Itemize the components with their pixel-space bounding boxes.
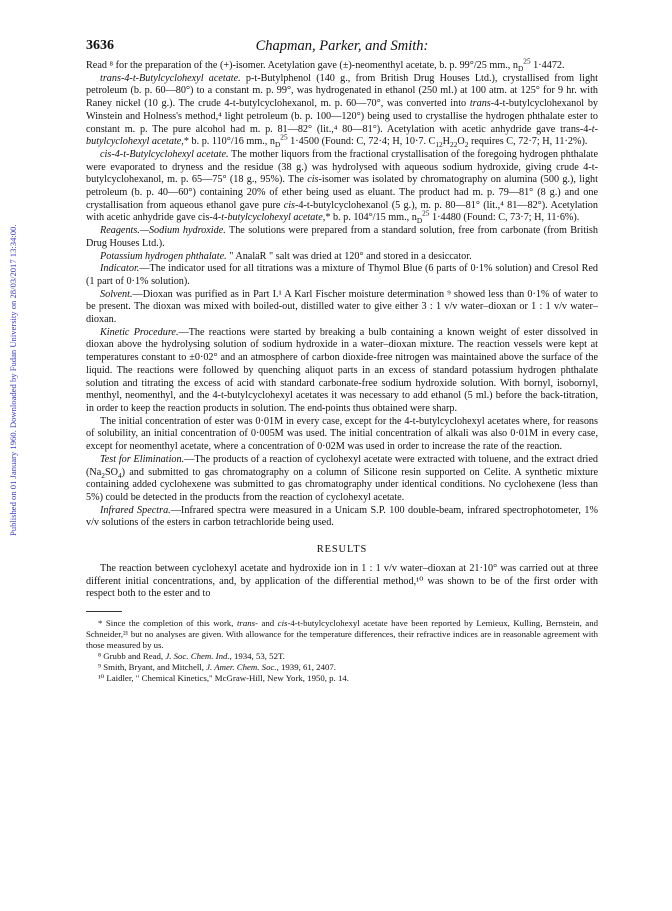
text-run: 25: [422, 209, 430, 219]
text-run: ⁸ Grubb and Read,: [98, 650, 166, 661]
footnotes: [86, 618, 598, 683]
body-paragraph: [86, 505, 598, 530]
text-run: " AnalaR " salt was dried at 120° and stored in a desiccator.: [226, 250, 472, 262]
text-run: trans: [469, 98, 491, 110]
body-paragraph: [86, 263, 598, 288]
text-run: 4: [117, 470, 122, 480]
text-run: cis: [283, 199, 296, 211]
text-run: Test for Elimination.: [100, 453, 185, 465]
body-paragraph: [86, 416, 598, 454]
text-run: trans-: [236, 618, 258, 629]
text-run: 25: [280, 132, 288, 142]
page-number: 3636: [86, 38, 114, 53]
text-run: Potassium hydrogen phthalate.: [100, 250, 227, 262]
text-run: 12: [435, 140, 443, 150]
text-run: cis: [277, 618, 288, 629]
text-run: D: [517, 64, 524, 74]
text-run: , 1939, 61, 2407.: [276, 661, 336, 672]
running-title: Chapman, Parker, and Smith:: [255, 38, 429, 54]
text-run: The initial concentration of ester was 0·01M in every case, except for the 4-t-butylcyclohexyl acetates where, for reasons of solubility, an initial concentration of 0·005M was used. The initial concentration of alkali was also 0·01M in every case, except for neomenthyl acetate, where a concentration of 0·02M was used in order to increase the rate of the reaction.: [86, 415, 598, 453]
text-run: t-butylcyclohexyl acetate,: [86, 123, 598, 148]
text-run: -4-t-butylcyclohexyl acetate have been reported by Lemieux, Kulling, Bernstein, and Schneider,²¹ but no analyses are given. With allowance for the temperature differences, their refractive indices are in reasonable agreement with those measured by us.: [86, 618, 598, 650]
text-run: * b. p. 110°/16 mm., n: [183, 136, 275, 148]
body-paragraph: [86, 251, 598, 264]
text-run: —Infrared spectra were measured in a Unicam S.P. 100 double-beam, infrared spectrophotometer, 1% v/v solutions of the esters in carbon tetrachloride being used.: [86, 504, 598, 529]
results-paragraph: The reaction between cyclohexyl acetate and hydroxide ion in 1 : 1 v/v water–dioxan at 21·10° was carried out at three different initial concentrations, and, by application of the differential method,¹⁰ was shown to be of the first order with respect both to the ester and to: [86, 563, 598, 600]
text-run: p-t-Butylphenol (140 g., from British Drug Houses Ltd.), crystallised from light petroleum (b. p. 60—80°) to a constant m. p. 99°, was hydrogenated in ethanol (250 ml.) at 100 atm. at 125° for 9 hr. with Raney nickel (10 g.). The crude 4-t-butylcyclohexanol, m. p. 60—70°, was converted into: [86, 72, 598, 110]
body-paragraph: [86, 289, 598, 327]
footnote: [86, 662, 598, 673]
text-run: O: [457, 136, 465, 148]
text-run: J. Amer. Chem. Soc.: [206, 661, 277, 672]
text-run: Read ⁸ for the preparation of the (+)-isomer. Acetylation gave (±)-neomenthyl acetate, b. p. 99°/25 mm., n: [86, 60, 518, 71]
text-run: D: [416, 216, 423, 226]
text-run: 1·4480 (Found: C, 73·7; H, 11·6%).: [429, 212, 580, 224]
text-run: -4-t-butylcyclohexanol by Winstein and Holness's method,⁴ light petroleum (b. p. 100—120°) being used to crystallise the hydrogen phthalate ester to constant m. p. The pure alcohol had m. p. 81—82° (lit.,⁴ 80—81°). Acetylation with acetic anhydride gave trans-4-: [86, 98, 599, 135]
text-run: and: [258, 618, 278, 629]
body-paragraph: [86, 149, 598, 225]
footnote: [86, 651, 598, 662]
body-paragraph: [86, 73, 598, 149]
journal-page: [86, 34, 598, 684]
text-run: * b. p. 104°/15 mm., n: [325, 212, 417, 224]
body-paragraph: [86, 56, 598, 74]
text-run: , 1934, 53, 52T.: [229, 650, 285, 661]
text-run: 2: [464, 140, 469, 150]
body-paragraph: [86, 327, 598, 416]
text-run: 2: [101, 470, 105, 480]
text-run: —Dioxan was purified as in Part I.¹ A Karl Fischer moisture determination ⁹ showed less than 0·1% of water to be present. The dioxan was mixed with boiled-out, distilled water to give either 3 : 1 v/v water–dioxan or 1 : 1 v/v water–dioxan.: [86, 288, 598, 326]
text-run: requires C, 72·7; H, 11·2%).: [468, 136, 588, 148]
footnote: [86, 618, 598, 651]
text-run: Infrared Spectra.: [100, 504, 171, 516]
text-run: ) and submitted to gas chromatography on a column of Silicone resin supported on Celite. A synthetic mixture containing added cyclohexene was submitted to gas chromatography under identical conditions. No cyclohexene (less than 5%) could be detected in the products from the reaction of cyclohexyl acetate.: [86, 466, 598, 503]
text-run: * Since the completion of this work,: [98, 618, 237, 629]
text-run: -4-t-butylcyclohexanol (5 g.), m. p. 80—81° (lit.,⁴ 81—82°). Acetylation with acetic anhydride gave cis-4-: [86, 199, 598, 224]
text-run: —The indicator used for all titrations was a mixture of Thymol Blue (6 parts of 0·1% solution) and Cresol Red (1 part of 0·1% solution).: [86, 263, 598, 287]
text-run: —The products of a reaction of cyclohexyl acetate were extracted with toluene, and the extract dried (Na: [86, 453, 598, 478]
text-run: ⁹ Smith, Bryant, and Mitchell,: [98, 661, 207, 672]
text-run: trans-4-t-Butylcyclohexyl acetate.: [100, 72, 241, 84]
footnote: [86, 673, 598, 684]
text-run: D: [275, 140, 281, 150]
text-run: Indicator.: [100, 263, 140, 275]
article-body: [86, 56, 599, 530]
footnote-separator: [86, 611, 122, 612]
text-run: cis-4-t-Butylcyclohexyl acetate.: [100, 148, 229, 160]
text-run: Reagents.—Sodium hydroxide.: [100, 225, 226, 237]
body-paragraph: [86, 225, 598, 250]
page-header: [86, 34, 598, 60]
text-run: SO: [104, 466, 118, 478]
text-run: 25: [523, 56, 531, 66]
section-heading: RESULTS: [316, 544, 368, 556]
text-run: Solvent.: [100, 288, 133, 300]
text-run: H: [442, 136, 451, 148]
text-run: cis: [307, 174, 319, 186]
download-watermark: Published on 01 January 1960. Downloaded by Fudan University on 28/03/2017 13:34:00.: [8, 224, 18, 536]
text-run: The solutions were prepared from a standard solution, free from carbonate (from British Drug Houses Ltd.).: [86, 225, 598, 249]
text-run: 1·4500 (Found: C, 72·4; H, 10·7. C: [287, 136, 436, 148]
text-run: J. Soc. Chem. Ind.: [165, 650, 230, 661]
body-paragraph: [86, 454, 598, 505]
text-run: The mother liquors from the fractional crystallisation of the foregoing hydrogen phthalate were evaporated to dryness and the residue (38 g.) was hydrolysed with aqueous sodium hydroxide, giving crude 4-t-butylcyclohexanol, m. p. 65—75° (18 g., 95%). The: [86, 148, 598, 186]
text-run: Kinetic Procedure.: [100, 326, 179, 338]
text-run: —The reactions were started by breaking a bulb containing a known weight of ester dissolved in dioxan above the hydrolysing solution of sodium hydroxide in a water–dioxan mixture. The reaction vessels were kept at temperatures constant to ±0·02° and an atmosphere of carbon dioxide-free nitrogen was maintained above the surface of the liquid. The reactions were followed by quenching aliquot parts in an excess of standard potassium hydrogen phthalate solution and titrating the excess of acid with standard carbonate-free sodium hydroxide solution. With bornyl, isobornyl, menthyl, neomenthyl, and the 4-t-butylcyclohexyl acetates it was necessary to add ethanol (5 ml.) before the back-titration, in order to keep the reaction products in solution. The end-points thus obtained were sharp.: [86, 326, 598, 414]
text-run: 22: [450, 140, 458, 150]
text-run: 1·4472.: [530, 60, 565, 71]
text-run: -isomer was isolated by chromatography on alumina (500 g.), light petroleum (b. p. 40—60°) containing 20% of ether being used as eluant. The product had m. p. 79—81° (8 g.) and one crystallisation from aqueous ethanol gave pure: [86, 174, 598, 211]
text-run: t-butylcyclohexyl acetate,: [221, 212, 326, 224]
text-run: ¹⁰ Laidler, " Chemical Kinetics," McGraw-Hill, New York, 1950, p. 14.: [98, 672, 349, 683]
